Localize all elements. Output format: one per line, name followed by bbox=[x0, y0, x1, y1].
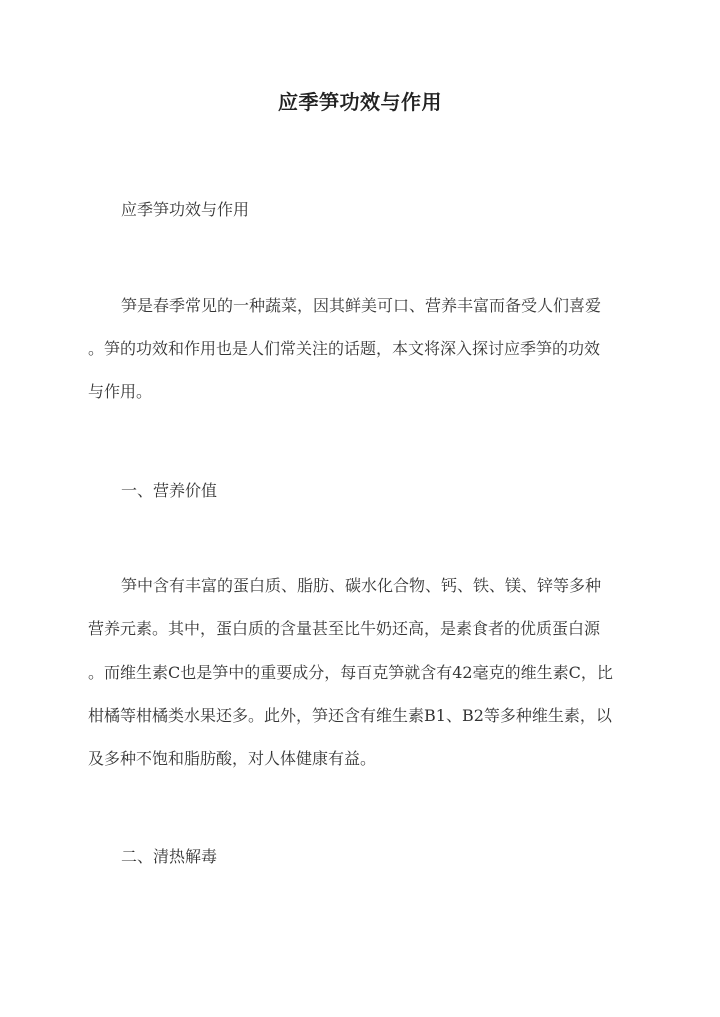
subtitle: 应季笋功效与作用 bbox=[121, 200, 250, 219]
intro-line-1: 笋是春季常见的一种蔬菜，因其鲜美可口、营养丰富而备受人们喜爱 bbox=[121, 296, 602, 315]
nutrition-line-5: 及多种不饱和脂肪酸，对人体健康有益。 bbox=[88, 749, 377, 768]
nutrition-line-4: 柑橘等柑橘类水果还多。此外，笋还含有维生素B1、B2等多种维生素，以 bbox=[88, 706, 612, 725]
section-heading-nutrition: 一、营养价值 bbox=[121, 481, 218, 500]
document-title: 应季笋功效与作用 bbox=[278, 90, 442, 114]
section-heading-detox: 二、清热解毒 bbox=[121, 847, 218, 866]
nutrition-line-2: 营养元素。其中，蛋白质的含量甚至比牛奶还高，是素食者的优质蛋白源 bbox=[88, 619, 601, 638]
nutrition-line-3: 。而维生素C也是笋中的重要成分，每百克笋就含有42毫克的维生素C，比 bbox=[88, 663, 613, 682]
nutrition-line-1: 笋中含有丰富的蛋白质、脂肪、碳水化合物、钙、铁、镁、锌等多种 bbox=[121, 576, 602, 595]
intro-line-2: 。笋的功效和作用也是人们常关注的话题，本文将深入探讨应季笋的功效 bbox=[88, 339, 601, 358]
intro-line-3: 与作用。 bbox=[88, 382, 153, 401]
